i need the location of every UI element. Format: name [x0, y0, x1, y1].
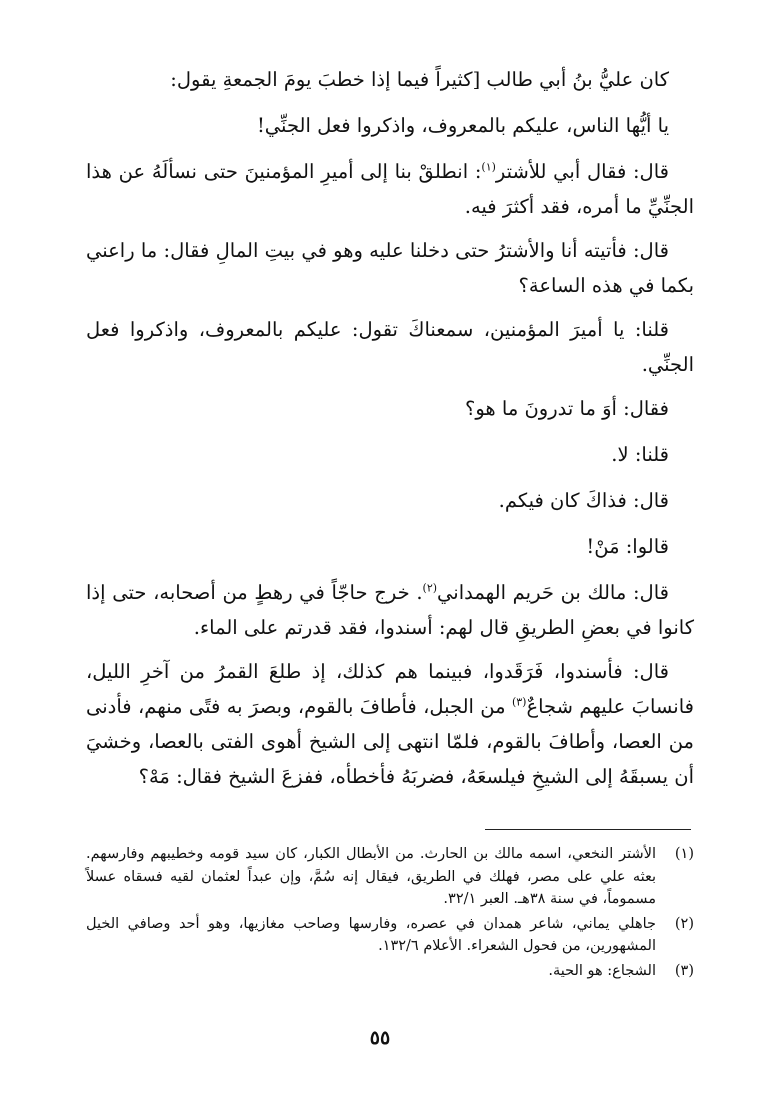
footnote-2	[86, 913, 694, 958]
paragraph-11-start: قال: فأسندوا، فَرَقَدوا، فبينما هم كذلك، إذ طلعَ القمرُ من آخرِ الليل، فانسابَ عليهم شجاعٌ	[86, 660, 694, 718]
paragraph-2: يا أيُّها الناس، عليكم بالمعروف، واذكروا فعل الجنِّي!	[256, 114, 669, 137]
paragraph-5: قلنا: يا أميرَ المؤمنين، سمعناكَ تقول: عليكم بالمعروف، واذكروا فعل الجنِّي.	[86, 318, 694, 376]
footnote-2-text: جاهلي يماني، شاعر همدان في عصره، وفارسها وصاحب مغازيها، وهو أحد وصافي الخيل المشهورين، من فحول الشعراء. الأعلام ١٣٢/٦.	[86, 915, 656, 954]
footnote-3-number: (٣)	[674, 962, 694, 979]
page-number: ٥٥	[369, 1027, 391, 1049]
paragraph-10	[86, 575, 694, 645]
footnote-ref-2[interactable]: (٢)	[422, 581, 438, 595]
footnote-ref-1[interactable]: (١)	[481, 160, 496, 174]
paragraph-9: قالوا: مَنْ!	[586, 535, 669, 558]
footnotes	[86, 843, 694, 984]
footnote-ref-3[interactable]: (٣)	[511, 695, 527, 709]
paragraph-3-start: قال: فقال أبي للأشتر	[495, 160, 669, 183]
footnote-2-number: (٢)	[674, 915, 694, 932]
footnote-1	[86, 843, 694, 911]
paragraph-6: فقال: أوَ ما تدرونَ ما هو؟	[465, 397, 669, 420]
paragraph-11	[86, 654, 694, 794]
footnote-separator	[485, 829, 691, 830]
paragraph-7: قلنا: لا.	[611, 443, 669, 466]
paragraph-1: كان عليُّ بنُ أبي طالب [كثيراً فيما إذا خطبَ يومَ الجمعةِ يقول:	[170, 68, 669, 91]
footnote-1-text: الأشتر النخعي، اسمه مالك بن الحارث. من الأبطال الكبار، كان سيد قومه وخطيبهم وفارسهم. بعثه علي على مصر، فهلك في الطريق، فيقال إنه سُمَّ، وإن عبداً لعثمان لقيه فسقاه عسلاً مسموماً، في سنة ٣٨هـ. العبر ٣٢/١.	[86, 846, 656, 907]
paragraph-8: قال: فذاكَ كان فيكم.	[498, 489, 669, 512]
paragraph-11-end: من الجبل، فأطافَ بالقوم، وبصرَ به فتًى منهم، فأدنى من العصا، وأطافَ بالقوم، فلمّا انتهى إلى الشيخ أهوى الفتى بالعصا، وخشيَ أن يسبقَهُ إلى الشيخِ فيلسعَهُ، فضربَهُ فأخطأه، ففزعَ الشيخ فقال: مَهْ؟	[86, 695, 694, 788]
footnote-1-number: (١)	[674, 846, 694, 862]
paragraph-10-end: . خرج حاجّاً في رهطٍ من أصحابه، حتى إذا كانوا في بعضِ الطريقِ قال لهم: أسندوا، فقد قدرتم على الماء.	[86, 581, 694, 639]
paragraph-4: قال: فأتيته أنا والأشترُ حتى دخلنا عليه وهو في بيتِ المالِ فقال: ما راعني بكما في هذه الساعة؟	[86, 239, 694, 297]
paragraph-3-end: : انطلقْ بنا إلى أميرِ المؤمنينَ حتى نسألَهُ عن هذا الجنِّيِّ ما أمره، فقد أكثرَ فيه.	[86, 160, 694, 218]
paragraph-10-start: قال: مالك بن حَريم الهمداني	[437, 581, 669, 604]
main-text	[86, 62, 694, 803]
footnote-3-text: الشجاع: هو الحية.	[548, 962, 656, 979]
paragraph-3	[86, 154, 694, 224]
footnote-3	[86, 960, 694, 983]
